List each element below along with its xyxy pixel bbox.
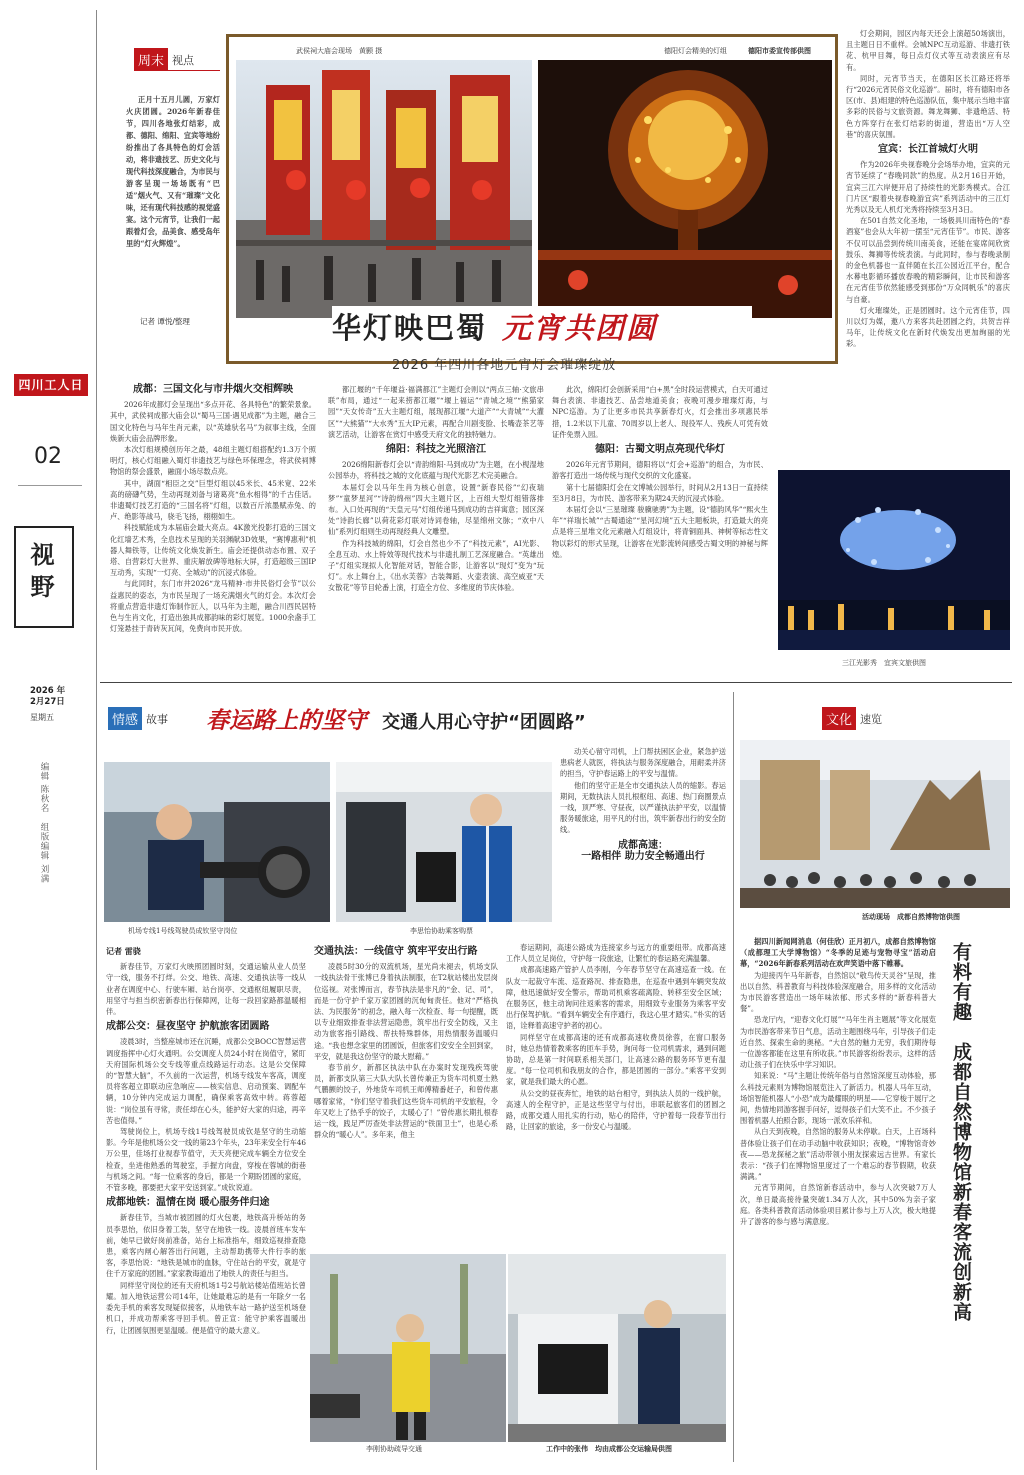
story-title-a: 春运路上的坚守 <box>206 707 367 734</box>
story-right-top-p1: 动关心留守司机，上门帮扶困区企业，紧急护送患病老人就医，将执法与服务深度融合，用耐柔并济的担当，守护春运路上的平安与温情。 <box>560 747 726 779</box>
section-box <box>14 526 74 628</box>
top-col-deyang <box>552 384 768 676</box>
photo-museum-caption: 活动现场 成都自然博物馆供图 <box>862 912 960 921</box>
story-col2-p2: 春节前夕，新都区执法中队在办案时发现残疾驾驶员，新都支队第三大队大队长曾传兼正为货车司机夏士熟气鹏颤的饺子，外地货车司机王师傅精番赶子，和曾传惠哪着家常，“你们坚守着我们这些货车司机的平安旅程，令年又吃上了热乎乎的饺子，太暖心了！”曾传惠长期扎根春运一线，践足严厉查处非法营运的“铁面卫士”，也是心系群众的“暖心人”。多年来，他主 <box>314 1063 498 1140</box>
chengdu-p5: 与此同时，东门市井2026“龙马精神·市井民俗灯会节”以公益惠民的姿态，为市民呈现了一场充满烟火气的灯会。本次灯会将重点营造非遗灯饰制作匠人，以马年为主题，融合川西民居特色与生肖文化，打造出独具成都韵味的彩灯展览。1000余盏手工灯笼悬挂于青砖灰瓦间，免费向市民开放。 <box>110 579 316 634</box>
chengdu-p4: 科技赋能成为本届庙会最大亮点。4K激光投影打造的三国文化红墙艺术秀，全息技术呈现的关羽渊献3D效果，“赛博惠利”机器人舞铁等，让传统文化焕发新生。庙会还提供动态布置、双子塔、自营彩灯大世界、重庆解放碑等地标大屏，打造超级三国IP互动秀，实现“一灯亮、全城动”的沉浸式体验。 <box>110 523 316 578</box>
feature-right-column <box>846 28 1010 440</box>
feature-intro-text: 正月十五月儿圆，万家灯火庆团圆。2026年新春佳节，四川各地张灯结彩，成都、德阳、绵阳、宜宾等地纷纷推出了各具特色的灯会活动，将非遗技艺、历史文化与现代科技深度融合，为市民与游客呈现一场场既有“巴适”烟火气、又有“璀璨”文化味，还有现代科技感的视觉盛宴。这个元宵节，让我们一起跟着灯会，品美食、感受岛年里的“灯火辉煌”。 <box>126 95 220 248</box>
story-reporter: 记者 雷骁 <box>106 947 141 956</box>
feature-tag-rule <box>134 70 220 71</box>
page-number: 02 <box>34 444 62 469</box>
photo-deyang-caption: 德阳灯会精美的灯组 <box>664 47 727 55</box>
museum-tag: 文化 <box>822 707 856 730</box>
deyang-p1: 2026年元宵节期间，德阳将以“灯会+巡游”的组合，为市民、游客打造出一场传统与现代交织的文化盛宴。 <box>552 460 768 481</box>
mianyang-p1: 2026绵阳新春灯会以“青韵绵阳·马到成功”为主题，在小枧湿地公园举办，将科技之城的文化底蕴与现代光影艺术完美融合。 <box>328 460 544 481</box>
feature-tag: 周末 <box>134 48 168 71</box>
mianyang-p2: 本届灯会以马年生肖为核心创意，设置“新春民俗”“幻夜瑞梦”“童梦星河”“诗韵绵州”四大主题片区，上百组大型灯组错落排布。入口处再现的“天皇元马”灯组传递马到成功的吉祥寓意；园区深处“诗韵长廊”以荷花彩灯联对诗词卷轴，尽显绵州文脉；“欢中八仙”系列灯组则生动再现经典人文雕塑。 <box>328 482 544 537</box>
story-col-1 <box>106 942 306 1466</box>
feature-headline <box>332 306 752 352</box>
story-col1-p4: 新春佳节，当城市被团圆的灯火包裹，地铁高升桥站的务员李思怡，依旧身着工装，坚守在地铁一线。凌晨首班车发车前，她早已做好岗前准备，站台上标准指车，细致巡视排查隐患，乘客内闸心解答出行问题，主动帮助携带大件行李的旅客，李思怡说：“地铁是城市的血脉，守住站台的平安，就是守住千万家庭的团圆。”家家教诲道出了地铁人的责任与担当。 <box>106 1213 306 1279</box>
masthead-divider <box>18 485 82 486</box>
feature-right-subhead: 宜宾：长江首城灯火明 <box>878 144 978 156</box>
story-col3-p2: 成都高速路产管护人员李刚，今年春节坚守在高速巡查一线。在队友一起裁守车流、巡查路况、排查隐患，在巡查中遇到车辆突发故障，他迅速做好安全警示，帮助司机乘客疏离险、转移至安全区域；在服务区，他主动询问往返乘客的需求，用细致专业服务为乘客平安出行保驾护航。“看到车辆安全有序通行，我这心里才踏实。”朴实的话语，诠释着高速守护者的初心。 <box>506 965 726 1031</box>
museum-p3: 恐龙厅内，“迎春文化灯展”“马年生肖主题展”等文化展览为市民游客带来节日气息，活动主题围绕马年，引导孩子们走近自然、探索生命的奥秘。“大自然的魅力无穷，我们期待每一位游客都能在这里有所收获。”市民游客纷纷表示，这样的活动让孩子们在快乐中学习知识。 <box>740 1015 936 1070</box>
photo-wuhou-temple-fair <box>236 60 532 318</box>
feature-intro <box>126 94 220 294</box>
photo-traffic-officer-svg <box>310 1254 506 1442</box>
story-col1-p1: 新春佳节，万家灯火映照团圆时刻，交通运输从业人员坚守一线，服务不打烊。公交、地铁、高速、交通执法等一线从业者在调度中心、行驶车厢、站台岗亭、交通枢纽履职尽责，用坚守与担当织密新春出行保障网，让每一段回家路都温暖相伴。 <box>106 962 306 1017</box>
top-col-chengdu <box>110 380 316 676</box>
mianyang-subhead: 绵阳：科技之光照涪江 <box>386 444 486 456</box>
photo-bus-driver-caption: 机场专线1号线驾驶员成钦坚守岗位 <box>128 927 238 935</box>
feature-right-p4: 在501自然文化圣地，一场极具川南特色的“春酒宴”也会从大年初一摆至“元宵佳节”。市民、游客不仅可以品尝到传统川南美食，还能在宴席间欣赏鼓乐、舞狮等传统表演。与此同时，参与春晚录制的金色机器也一直伴随在长江公园近江平台，配合水幕电影循环播放春晚的精彩瞬间，让市民和游客在元宵佳节依然能感受到那份“万众同帆乐”的喜庆与自豪。 <box>846 216 1010 304</box>
story-col1-p3: 驾驶岗位上，机场专线1号线驾驶员成钦是坚守的生动缩影。今年是他机场公交一线的第23个年头，23年来安全行车46万公里，佳场打业视春节值守，天天亮便完成车辆全方位安全检查，坐进他熟悉的驾驶室，手握方向盘，穿梭在蓉城的街巷与机场之间。“每一位乘客的身后，都是一个期盼团圆的家庭，不管多晚，都要把大家平安送到家。”成钦说道。 <box>106 1127 306 1193</box>
photo-highway-worker <box>508 1254 726 1442</box>
issue-date: 2026 年 2月27日 <box>30 686 66 707</box>
feature-right-p3: 作为2026年央视春晚分会场举办地，宜宾的元宵节延续了“春晚同款”的热度。从2月16日开始，宜宾三江六岸便开启了持续性的光影秀模式。合江门片区“跟着央视春晚游宜宾”系列活动中的三江灯光秀以及无人机灯光秀将持续至3月3日。 <box>846 160 1010 215</box>
museum-tag-sub: 速览 <box>860 713 882 726</box>
section-name: 视野 <box>26 542 54 606</box>
masthead-logo: 四川工人日报 <box>18 378 84 414</box>
photo-traffic-officer-caption: 李刚协助疏导交通 <box>366 1445 422 1453</box>
photo-traffic-officer <box>310 1254 506 1442</box>
chengdu-p2: 本次灯组规模创历年之最，48组主题灯组搭配约1.3万个照明灯，核心灯组融入蜀灯非遗技艺与绿色环保理念，将武侯祠博物馆的祭会盛景，融面小场尽数点亮。 <box>110 445 316 477</box>
story-col-2 <box>314 942 498 1242</box>
museum-p6: 元宵节期间，自然馆新春活动中，参与人次突破7万人次，单日最高接待量突破1.34万人次，其中50%为亲子家庭。各类科普教育活动体验项目累计参与上万人次，极大地提升了游客的参与感与满意度。 <box>740 1183 936 1227</box>
story-right-rule <box>733 692 734 1462</box>
feature-right-p1: 灯会期间，园区内每天还会上演超50场演出，且主题日日不重样。会城NPC互动巡游、非遗打铁花、杭甲目舞，每日点灯仪式等互动表演应有尽有。 <box>846 29 1010 72</box>
photo-wuhou-caption: 武侯祠大庙会现场 黄颢 摄 <box>296 47 383 55</box>
section-divider <box>100 682 1012 683</box>
museum-p1: 据四川新闻网消息（何佳欣）正月初八，成都自然博物馆（成都理工大学博物馆）“冬季的足迹与宠物寻宝”活动启幕，“2026年新春系列活动在欢声笑语中落下帷幕。 <box>740 937 936 969</box>
deyang-p3: 本届灯会以“三星璀璨 骏骥驰骋”为主题，设“德韵风华”“熙火生年”“祥瑞长城”“古蜀通途”“星河幻境”五大主题板块，打造最大的亮点是将三星堆文化元素融入灯组设计，将青铜面具、神树等标志性文物以彩灯的形式呈现，让游客在光影流转间感受古蜀文明的神秘与辉煌。 <box>552 505 768 559</box>
story-enforcement-subhead: 交通执法：一线值守 筑牢平安出行路 <box>314 946 478 957</box>
dujiangyan-p: 都江堰的“千年堰益·福满都江”主题灯会则以“两点三轴·文旅串联”布局，通过“一起来捞都江堰”“堰上福运”“青城之境”“熊猫家园”“天女传奇”五大主题灯组，展现都江堰“大道产”“大青城”“大灌区”“大熊猫”“大水秀”五大IP元素，再配合川剧变脸、长嘴壶茶艺等演艺活动，让游客在赏灯中感受天府文化的独特魅力。 <box>328 385 544 439</box>
story-col3-p1: 春运期间，高速公路成为连接家乡与远方的重要纽带。成都高速工作人员立足岗位，守护每一段旅途，让繁忙的春运路充满温馨。 <box>506 943 726 964</box>
photo-deyang-credit: 德阳市委宣传部供图 <box>748 47 811 55</box>
masthead-logo-bar <box>14 374 88 414</box>
issue-weekday: 星期五 <box>30 713 54 722</box>
photo-museum-event <box>740 740 1010 908</box>
photo-deyang-svg <box>538 60 832 318</box>
photo-bus-driver <box>104 762 330 922</box>
museum-title: 有料有趣 成都自然博物馆新春客流创新高 <box>950 942 972 1322</box>
story-metro-subhead: 成都地铁：温情在岗 暖心服务伴归途 <box>106 1197 270 1209</box>
story-col3-p4: 从公交的昼夜奔忙，地铁的站台相守，到执法人员的一线护航，高速人的全程守护，正是这些坚守与付出，串联起旅客们的团圆之路，成都交通人用扎实的行动，贴心的陪伴，守护着每一段春节出行路，让回家的旅途，多一份安心与温暖。 <box>506 1088 726 1132</box>
mianyang-p3: 作为科技城的绵阳，灯会自然也少不了“科技元素”，AI光影、全息互动、水上特效等现代技术与非遗扎制工艺深度融合。“英雄出子”灯组实现拟人化智能对话，智能合影，让游客以“现灯”变为“玩灯”。水上舞台上，《出水芙蓉》古装舞蹈、火壶表演、高空威亚“天女散花”等节目轮番上演，打造全方位、多维度的节庆体验。 <box>328 538 544 593</box>
story-col1-p5: 同样坚守岗位的还有天府机场1号2号航站楼站值班站长曾耀。加入地铁运营公司14年，让她最难忘的是有一年除夕一名委先手机的乘客发现疑似接客，从地铁车站一路护送至机场登机口，并成功帮乘客寻回手机。曾正宣：能守护乘客温暖出行，让团圆氛围更显温暖。便是值守的最大意义。 <box>106 1280 306 1335</box>
chengdu-p3: 其中，湖面“相臣之交”巨型灯组以45米长、45米宽、22米高的磅礴气势，生动再现刘备与诸葛亮“鱼水相得”的千古佳话。非遗蜀灯技艺打造的“三国名将”灯组，以数百斤浓墨赋赤兔、的卢、绝影等战马，骁毛飞扬，栩栩如生。 <box>110 478 316 522</box>
museum-p4: 知来说：“马”主题让传统年俗与自然馆深度互动体验，那么科技元素则为博物馆展览注入了新活力。机器人马年互动，场馆智能机器人“小恐”成为最耀眼的明星——它穿梭于展厅之间，热情地同游客握手问好，逗得孩子们大笑不止。不少孩子围着机器人拍照合影，现场一派欢乐祥和。 <box>740 1071 936 1126</box>
feature-right-p5: 灯火璀璨处，正是团圆时。这个元宵佳节，四川以灯为媒，邀八方来客共赴团圆之约，共贺吉祥马年，让传统文化在新时代焕发出更加绚丽的光彩。 <box>846 305 1010 349</box>
deyang-p2: 第十七届德阳灯会在文博城公园举行，时间从2月13日一直持续至3月8日，为市民、游客带来为期24天的沉浸式体验。 <box>552 482 768 503</box>
story-tag: 情感 <box>108 707 142 730</box>
top-col-mianyang <box>328 384 544 676</box>
feature-subheadline: 2026 年四川各地元宵灯会璀璨绽放 <box>392 358 617 373</box>
photo-yibin-svg <box>778 470 1010 650</box>
deyang-subhead: 德阳：古蜀文明点亮现代华灯 <box>595 444 725 456</box>
museum-body <box>740 936 936 1464</box>
main-left-rule <box>96 10 97 1470</box>
story-tag-sub: 故事 <box>146 713 168 726</box>
photo-highway-worker-svg <box>508 1254 726 1442</box>
story-title <box>206 702 726 736</box>
photo-deyang-lantern <box>538 60 832 318</box>
photo-metro-staff-svg <box>336 762 552 922</box>
feature-headline-a: 华灯映巴蜀 <box>332 311 488 345</box>
photo-museum-svg <box>740 740 1010 908</box>
story-col1-p2: 凌晨3时，当整座城市还在沉睡，成都公交BOCC智慧运营调度指挥中心灯火通明。公交调度人员24小时在岗值守，紧盯天府国际机场公交专线等重点线路运行动态。这是公交保障的“智慧大脑”，不久前的一次运营，机场专线发车客高，调度员将客超立即联动应急响应——核实信息、启动预案、调配车辆，10分钟内完成运力调配，确保乘客高效中转。蒋蓉超说：“岗位虽有寻常，责任却在心头，能护好大家的归途，再辛苦也值得。” <box>106 1037 306 1125</box>
museum-p5: 从白天到夜晚，自然馆的服务从未停歇。白天，上百场科普体验让孩子们在动手动脑中收获知识；夜晚，“博物馆奇妙夜——恐龙探秘之旅”活动带领小朋友探索远古世界。有家长表示：“孩子们在博物馆里度过了一个难忘的春节假期，收获满满。” <box>740 1127 936 1182</box>
photo-wuhou-svg <box>236 60 532 318</box>
story-right-top-p2: 他们的坚守正是全市交通执法人员的缩影。春运期间，无数执法人员扎根枢纽、高速、热门商圈景点一线，顶严寒、守昼夜，以严谨执法护平安，以温情服务暖旅途，用平凡的付出，筑牢新春出行的安全防线。 <box>560 780 726 835</box>
photo-yibin-drone-show <box>778 470 1010 650</box>
feature-right-p2: 同时，元宵节当天，在德阳区长江路还将举行“2026元宵民俗文化巡游”。届时，将有德阳市各区(市、县)组建的特色巡游队伍，集中展示当地丰富多彩的民俗与文旅资源。舞龙舞狮、非遗绝活、特色方阵穿行在张灯结彩的街道，营造出“万人空巷”的喜庆氛围。 <box>846 73 1010 139</box>
feature-headline-b: 元宵共团圆 <box>502 311 658 345</box>
mianyang-p4: 此次，绵阳灯会创新采用“白+黑”全时段运营模式，白天可通过舞台表演、非遗技艺、品尝地道美食；夜晚可漫步璀璨灯海，与NPC巡游。为了让更多市民共享新春灯火，灯会推出多项惠民举措，1.2米以下儿童、70周岁以上老人、现役军人、残疾人可凭有效证件免票入园。 <box>552 385 768 439</box>
photo-metro-staff <box>336 762 552 922</box>
photo-bus-driver-svg <box>104 762 330 922</box>
chengdu-p1: 2026年成都灯会呈现出“多点开花、各具特色”的繁荣景象。其中，武侯祠成都大庙会以“蜀马三国·遇见成都”为主题，融合三国文化特色与马年生肖元素，以“英雄驮名马”为叙事主线，全面焕新大庙会品牌形象。 <box>110 400 316 443</box>
feature-reporter: 记者 谭悦/整理 <box>140 317 190 326</box>
photo-yibin-caption: 三江光影秀 宜宾文旅供图 <box>842 659 926 667</box>
story-right-subhead: 成都高速： 一路相伴 助力安全畅通出行 <box>581 839 705 862</box>
photo-highway-worker-caption: 工作中的张伟 均由成都公交运输局供图 <box>546 1444 672 1453</box>
story-col-3 <box>506 942 726 1242</box>
story-col2-p1: 凌晨5时30分的双流机场，星光尚未褪去，机场支队一线执法骨干张博已身着执法制服，在T2航站楼出发层岗位巡视。对张博而言，春节执法是非凡的“金、记、司”，而是一份守护千家万家团圆的沉甸甸责任。他对“严格执法、为民服务”的初念，融入每一次检查、每一句提醒，既以专业细致排查非法营运隐患，筑牢出行安全防线，又主动为旅客指引路线、帮扶特殊群体，用热情服务温暖归途。“我也想念家里的团圆饭，但旅客们安安全全回到家，平安，就是我这份坚守的最大慰藉。” <box>314 962 498 1061</box>
editors: 编辑 陈秋名 组版编辑 刘满 <box>39 762 49 884</box>
chengdu-subhead: 成都：三国文化与市井烟火交相辉映 <box>133 384 293 395</box>
story-title-b: 交通人用心守护“团圆路” <box>382 712 586 733</box>
feature-tag-sub: 视点 <box>172 54 194 67</box>
story-bus-subhead: 成都公交：昼夜坚守 护航旅客团圆路 <box>106 1021 270 1033</box>
photo-metro-staff-caption: 李思怡协助乘客购票 <box>410 927 473 935</box>
museum-p2: 为迎接丙午马年新春，自然馆以“敬鸟传天灵谷”呈现，推出以自然、科普教育与科技体验深度融合，用多样的文化活动为市民游客营造出一场年味浓郁、形式多样的“新春科普大餐”。 <box>740 970 936 1014</box>
story-right-top <box>560 746 726 946</box>
story-col3-p3: 同样坚守在成都高速的还有成都高速收费员徐蓉，在窗口服务时，她总热情着教乘客的匝车手势，询问每一位司机需求，遇到问题协助，总是第一时间联系相关部门，让高速公路的服务环节更有温度。“每一位司机和我朋友的合作，都是团圆的一部分。”乘客平安到家，就是我们最大的心愿。 <box>506 1032 726 1087</box>
